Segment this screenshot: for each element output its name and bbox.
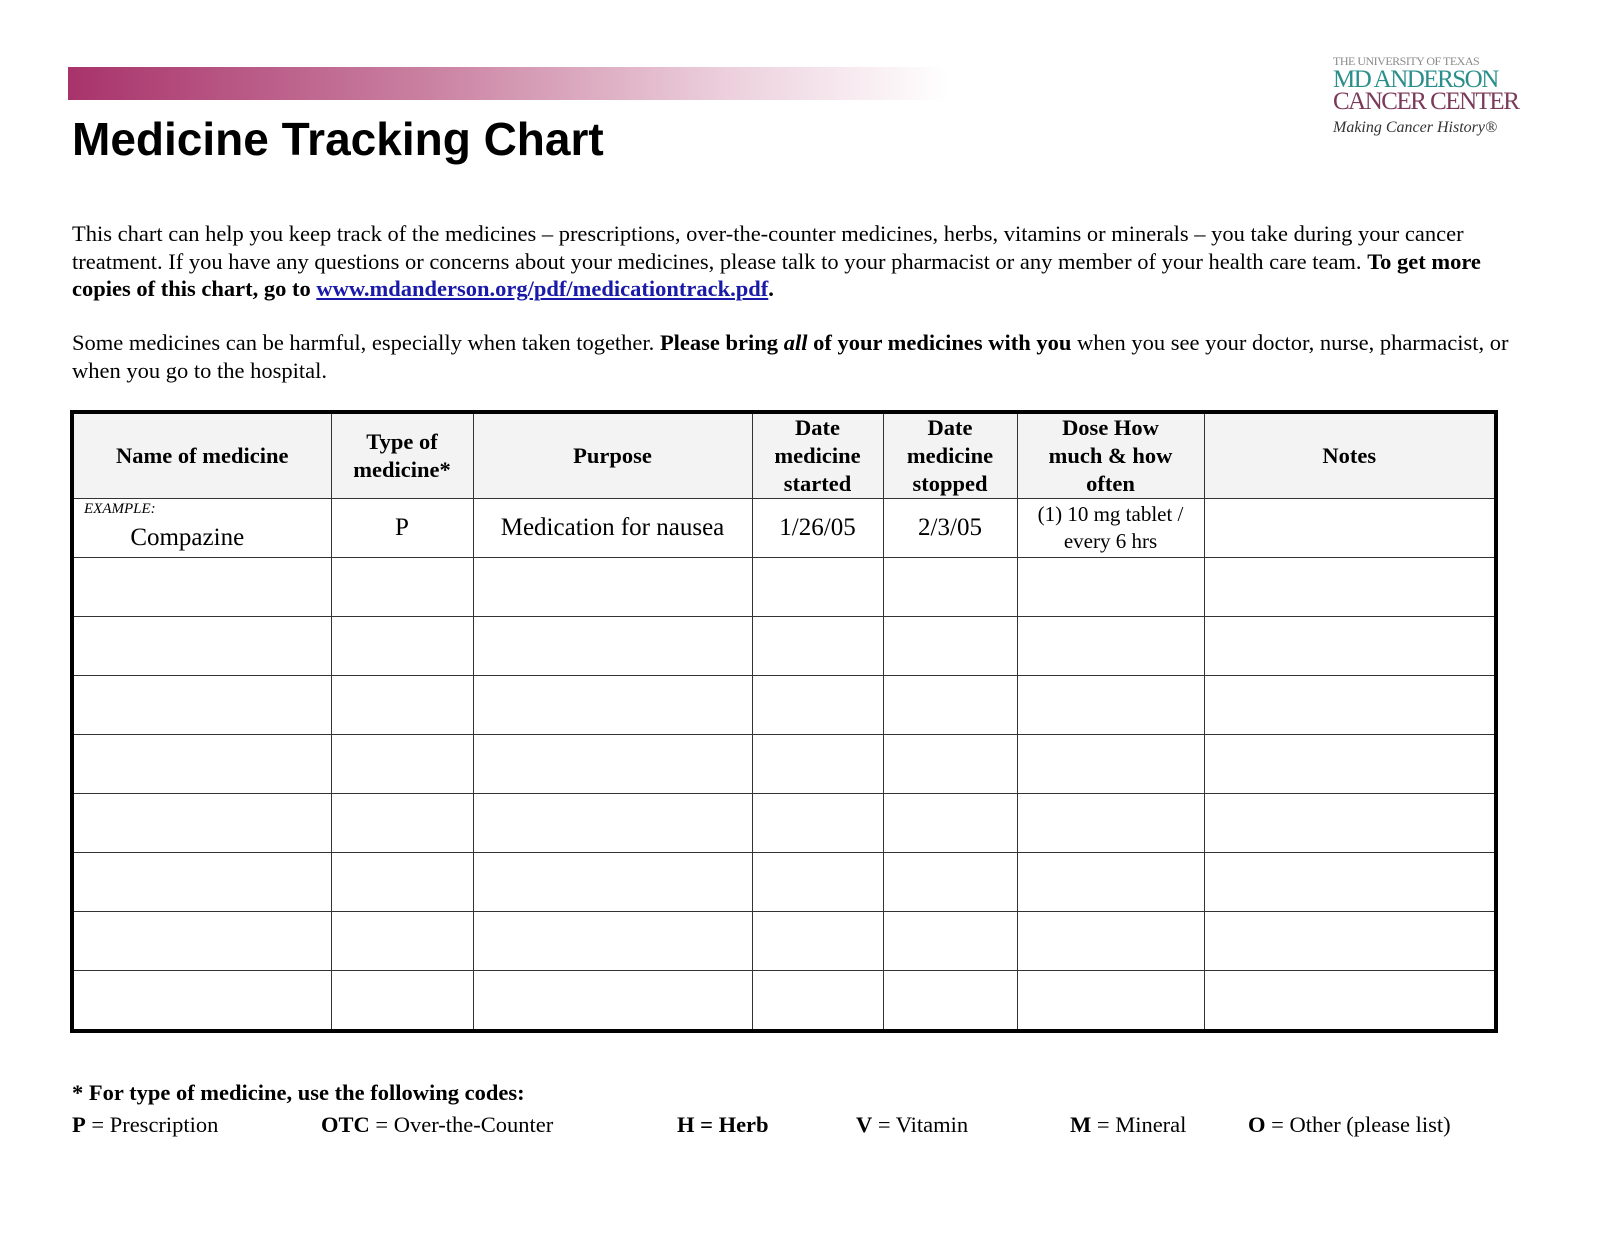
code-item xyxy=(72,1112,218,1138)
blank-cell[interactable] xyxy=(473,794,752,853)
warning-bold1: Please bring xyxy=(659,330,784,355)
blank-cell[interactable] xyxy=(1204,912,1496,971)
blank-cell[interactable] xyxy=(473,971,752,1032)
blank-cell[interactable] xyxy=(72,853,331,912)
code-desc: = Mineral xyxy=(1091,1112,1187,1137)
example-name-text: Compazine xyxy=(130,524,245,551)
medicine-table xyxy=(70,410,1498,1033)
md-anderson-logo xyxy=(1333,54,1533,137)
blank-cell[interactable] xyxy=(473,558,752,617)
header-gradient-bar xyxy=(68,67,948,100)
blank-cell[interactable] xyxy=(1204,558,1496,617)
blank-cell[interactable] xyxy=(72,735,331,794)
header-row xyxy=(72,412,1496,499)
blank-cell[interactable] xyxy=(883,853,1017,912)
page-title: Medicine Tracking Chart xyxy=(72,113,604,165)
warning-text1: Some medicines can be harmful, especially when taken together. xyxy=(72,330,660,355)
blank-cell[interactable] xyxy=(1204,971,1496,1032)
blank-cell[interactable] xyxy=(883,676,1017,735)
header-type-text: Type of medicine* xyxy=(353,429,451,482)
warning-bold2: of your medicines with you xyxy=(807,330,1072,355)
blank-cell[interactable] xyxy=(883,735,1017,794)
header-started-text: Date medicine started xyxy=(774,415,861,496)
header-type xyxy=(331,412,473,499)
warning-italic: all xyxy=(783,330,808,355)
example-dose xyxy=(1017,499,1204,558)
header-dose xyxy=(1017,412,1204,499)
blank-cell[interactable] xyxy=(1017,853,1204,912)
blank-cell[interactable] xyxy=(1204,676,1496,735)
blank-cell[interactable] xyxy=(331,794,473,853)
example-label: EXAMPLE: xyxy=(84,501,156,517)
example-started: 1/26/05 xyxy=(752,499,883,558)
blank-cell[interactable] xyxy=(331,912,473,971)
blank-cell[interactable] xyxy=(883,912,1017,971)
blank-cell[interactable] xyxy=(1017,676,1204,735)
intro-paragraph xyxy=(72,220,1512,303)
codes-footnote: * For type of medicine, use the following codes: xyxy=(72,1080,525,1105)
blank-row xyxy=(72,794,1496,853)
blank-cell[interactable] xyxy=(331,558,473,617)
blank-cell[interactable] xyxy=(883,971,1017,1032)
blank-row xyxy=(72,971,1496,1032)
blank-cell[interactable] xyxy=(473,735,752,794)
logo-line2: MD ANDERSON xyxy=(1333,66,1498,93)
blank-cell[interactable] xyxy=(1017,794,1204,853)
code-desc: = Over-the-Counter xyxy=(369,1112,554,1137)
header-notes: Notes xyxy=(1204,412,1496,499)
blank-cell[interactable] xyxy=(1017,912,1204,971)
blank-cell[interactable] xyxy=(1017,617,1204,676)
example-purpose: Medication for nausea xyxy=(473,499,752,558)
code-item xyxy=(1070,1112,1186,1138)
example-dose-text: (1) 10 mg tablet / every 6 hrs xyxy=(1037,502,1184,553)
example-type: P xyxy=(331,499,473,558)
blank-cell[interactable] xyxy=(883,794,1017,853)
chart-link[interactable]: www.mdanderson.org/pdf/medicationtrack.pdf xyxy=(316,276,769,301)
blank-cell[interactable] xyxy=(72,794,331,853)
header-dose-text: Dose How much & how often xyxy=(1048,415,1173,496)
blank-cell[interactable] xyxy=(72,676,331,735)
blank-cell[interactable] xyxy=(473,853,752,912)
code-item xyxy=(321,1112,553,1138)
blank-row xyxy=(72,912,1496,971)
blank-cell[interactable] xyxy=(752,676,883,735)
blank-cell[interactable] xyxy=(331,853,473,912)
blank-row xyxy=(72,676,1496,735)
blank-cell[interactable] xyxy=(1017,735,1204,794)
blank-cell[interactable] xyxy=(752,794,883,853)
header-started xyxy=(752,412,883,499)
blank-cell[interactable] xyxy=(752,617,883,676)
example-row xyxy=(72,499,1496,558)
blank-cell[interactable] xyxy=(72,971,331,1032)
code-desc: = Other (please list) xyxy=(1265,1112,1451,1137)
intro-end: . xyxy=(768,276,774,301)
warning-paragraph xyxy=(72,329,1512,384)
blank-cell[interactable] xyxy=(1204,617,1496,676)
blank-cell[interactable] xyxy=(473,676,752,735)
code-letter: V xyxy=(856,1112,873,1137)
header-stopped xyxy=(883,412,1017,499)
blank-cell[interactable] xyxy=(1204,794,1496,853)
blank-cell[interactable] xyxy=(752,971,883,1032)
code-letter: M xyxy=(1070,1112,1092,1137)
blank-cell[interactable] xyxy=(72,558,331,617)
blank-cell[interactable] xyxy=(72,617,331,676)
example-notes xyxy=(1204,499,1496,558)
intro-bold: To get more copies of this chart, go to xyxy=(72,248,1481,301)
header-purpose: Purpose xyxy=(473,412,752,499)
blank-cell[interactable] xyxy=(331,735,473,794)
warning-text2: when you see your doctor, nurse, pharmacist, or when you go to the hospital. xyxy=(72,330,1509,383)
blank-row xyxy=(72,617,1496,676)
blank-row xyxy=(72,558,1496,617)
blank-cell[interactable] xyxy=(1017,558,1204,617)
blank-cell[interactable] xyxy=(883,558,1017,617)
blank-cell[interactable] xyxy=(1017,971,1204,1032)
code-letter: OTC xyxy=(321,1112,370,1137)
logo-line3: CANCER CENTER xyxy=(1333,88,1519,115)
blank-row xyxy=(72,735,1496,794)
blank-cell[interactable] xyxy=(1204,853,1496,912)
blank-cell[interactable] xyxy=(72,912,331,971)
header-name: Name of medicine xyxy=(72,412,331,499)
blank-cell[interactable] xyxy=(1204,735,1496,794)
blank-row xyxy=(72,853,1496,912)
logo-tagline: Making Cancer History® xyxy=(1333,119,1498,136)
code-letter: P xyxy=(72,1112,86,1137)
blank-cell[interactable] xyxy=(331,617,473,676)
code-item xyxy=(677,1112,769,1138)
blank-cell[interactable] xyxy=(752,558,883,617)
blank-cell[interactable] xyxy=(473,617,752,676)
code-item xyxy=(856,1112,968,1138)
header-stopped-text: Date medicine stopped xyxy=(906,415,994,496)
code-letter: H = Herb xyxy=(677,1112,769,1137)
blank-cell[interactable] xyxy=(752,853,883,912)
code-desc: = Vitamin xyxy=(872,1112,969,1137)
intro-text: This chart can help you keep track of the medicines – prescriptions, over-the-counter medicines, herbs, vitamins or minerals – you take during your cancer treatment. If you have any questions or concerns about your medicines, please talk to your pharmacist or any member of your health care team. xyxy=(72,221,1464,274)
blank-cell[interactable] xyxy=(883,617,1017,676)
example-name xyxy=(72,499,331,558)
blank-cell[interactable] xyxy=(331,676,473,735)
logo-line1: THE UNIVERSITY OF TEXAS xyxy=(1333,54,1480,68)
blank-cell[interactable] xyxy=(752,912,883,971)
blank-cell[interactable] xyxy=(331,971,473,1032)
code-desc: = Prescription xyxy=(85,1112,219,1137)
code-letter: O xyxy=(1248,1112,1266,1137)
example-stopped: 2/3/05 xyxy=(883,499,1017,558)
code-item xyxy=(1248,1112,1451,1138)
blank-cell[interactable] xyxy=(473,912,752,971)
blank-cell[interactable] xyxy=(752,735,883,794)
